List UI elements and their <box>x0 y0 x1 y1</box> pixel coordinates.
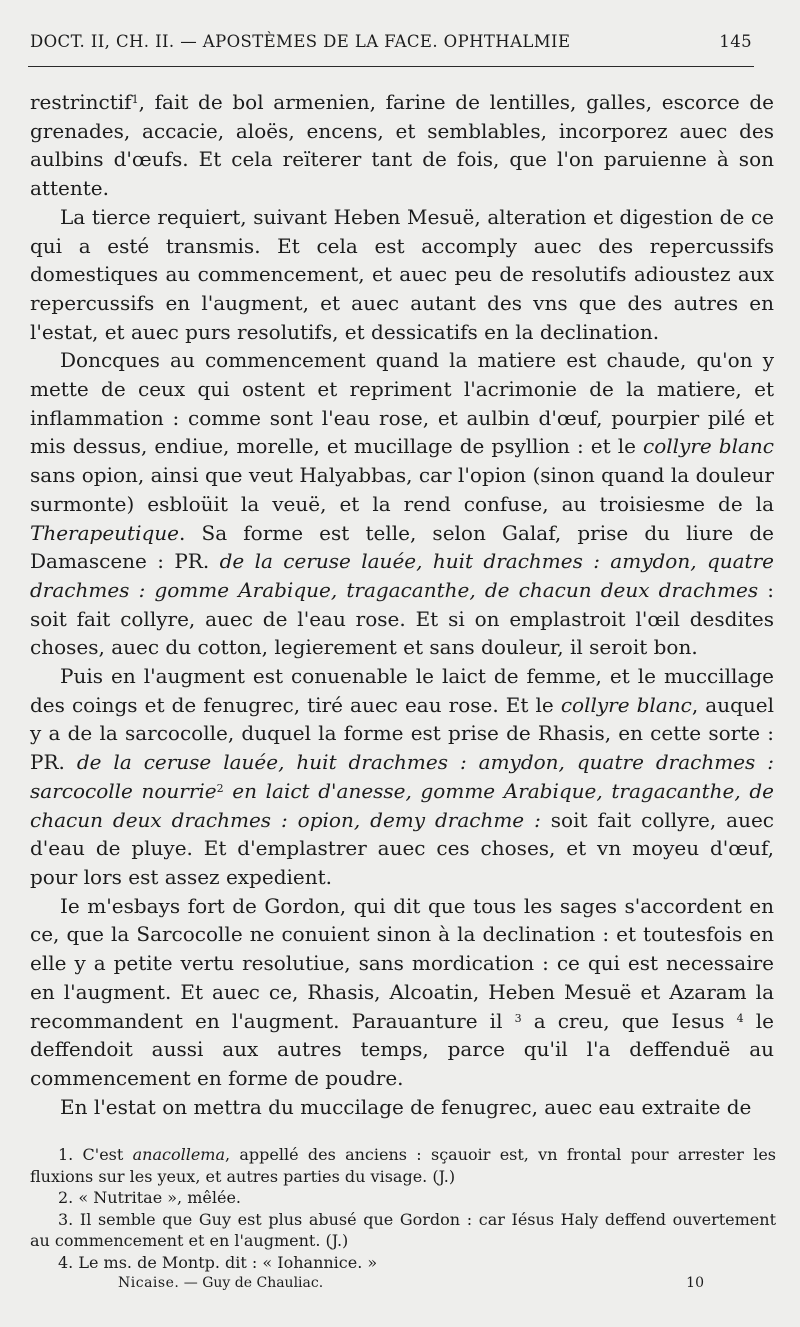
italic-run: collyre blanc <box>643 434 774 459</box>
italic-run: collyre blanc <box>560 692 692 717</box>
text-run: , auquel y a de la sarcocolle, duquel la forme est prise de Rhasis, en cette sorte : PR. <box>30 692 774 775</box>
text-run: Doncques au commencement quand la matiere est chaude, qu'on y mette de ceux qui ostent et repriment l'acrimonie de la matiere, et inflammation : comme sont l'eau rose, et aulbin d'œuf, pourpier pilé et mis dessus, endiue, morelle, et mucillage de psyllion : et le <box>30 348 774 459</box>
page-footer <box>118 1275 704 1291</box>
text-run: 1. C'est <box>58 1145 133 1164</box>
italic-run: en laict d'anesse, gomme Arabique, tragacanthe, de chacun deux drachmes : opion, demy drachme : <box>30 778 775 832</box>
footnote-1 <box>30 1144 776 1187</box>
paragraph-2: La tierce requiert, suivant Heben Mesuë, alteration et digestion de ce qui a esté transmis. Et cela est accomply auec des repercussifs domestiques au commencement, et auec peu de resolutifs adioustez aux repercussifs en l'augment, et auec autant des vns que des autres en l'estat, et auec purs resolutifs, et dessicatifs en la declination. <box>30 204 774 344</box>
paragraph-5 <box>30 892 774 1093</box>
text-run: Ie m'esbays fort de Gordon, qui dit que tous les sages s'accordent en ce, que la Sarcocolle ne conuient sinon à la declination : et toutesfois en elle y a petite vertu resolutiue, sans mordication : ce qui est necessaire en l'augment. Et auec ce, Rhasis, Alcoatin, Heben Mesuë et Azaram la recommandent en l'augment. Parauanture il <box>30 893 774 1033</box>
footer-credit <box>118 1275 323 1291</box>
footnote-ref-1: 1 <box>131 93 139 106</box>
paragraph-6: En l'estat on mettra du muccilage de fenugrec, auec eau extraite de <box>60 1094 752 1119</box>
footer-work: Guy de Chauliac. <box>202 1275 324 1291</box>
footnote-ref-2: 2 <box>216 781 224 795</box>
header-rule <box>28 66 754 67</box>
signature-mark: 10 <box>686 1275 704 1291</box>
footnote-ref-3: 3 <box>514 1011 522 1025</box>
paragraph-3 <box>30 346 774 662</box>
footnote-4: 4. Le ms. de Montp. dit : « Iohannice. » <box>58 1252 378 1272</box>
footer-dash: — <box>183 1275 198 1291</box>
running-title: DOCT. II, CH. II. — APOSTÈMES DE LA FACE. OPHTHALMIE <box>30 32 571 51</box>
text-run: restrinctif <box>30 90 132 114</box>
italic-run: de la ceruse lauée, huit drachmes : amydon, quatre drachmes : gomme Arabique, tragacanthe, de chacun deux drachmes <box>30 549 774 602</box>
main-text <box>30 88 774 1121</box>
footnote-3: 3. Il semble que Guy est plus abusé que Gordon : car Iésus Haly deffend ouvertement au commencement et en l'augment. (J.) <box>30 1209 776 1250</box>
footnote-2: 2. « Nutritae », mêlée. <box>58 1188 241 1207</box>
text-run: . Sa forme est telle, selon Galaf, prise du liure de Damascene : PR. <box>30 520 774 574</box>
text-run: : soit fait collyre, auec de l'eau rose. Et si on emplastroit l'œil desdites choses, auec du cotton, legierement et sans douleur, il seroit bon. <box>30 577 774 660</box>
text-run: a creu, que Iesus <box>521 1008 725 1033</box>
text-run: soit fait collyre, auec d'eau de pluye. Et d'emplastrer auec ces choses, et vn moyeu d'œuf, pour lors est assez expedient. <box>30 807 774 889</box>
paragraph-1 <box>30 88 774 203</box>
text-run: sans opion, ainsi que veut Halyabbas, car l'opion (sinon quand la douleur surmonte) esbloüit la veuë, et la rend confuse, au troisiesme de la <box>30 463 774 516</box>
text-run: , appellé des anciens : sçauoir est, vn frontal pour arrester les fluxions sur les yeux, et autres parties du visage. (J.) <box>30 1145 776 1186</box>
text-run: Puis en l'augment est conuenable le laict de femme, et le muccillage des coings et de fenugrec, tiré auec eau rose. Et le <box>30 664 774 717</box>
footnote-ref-4: 4 <box>736 1011 744 1025</box>
text-run: , fait de bol armenien, farine de lentilles, galles, escorce de grenades, accacie, aloës, encens, et semblables, incorporez auec des aulbins d'œufs. Et cela reïterer tant de fois, que l'on paruienne à son attente. <box>30 90 774 201</box>
footnotes <box>30 1144 776 1273</box>
page-number: 145 <box>719 32 752 51</box>
italic-run: de la ceruse lauée, huit drachmes : amydon, quatre drachmes : sarcocolle nourrie <box>30 750 774 803</box>
running-header <box>30 32 752 51</box>
footer-author: Nicaise. <box>118 1275 180 1291</box>
paragraph-4 <box>30 662 774 892</box>
text-run: le deffendoit aussi aux autres temps, parce qu'il l'a deffenduë au commencement en forme de poudre. <box>30 1008 775 1090</box>
italic-run: anacollema <box>132 1145 225 1164</box>
italic-run: Therapeutique <box>30 520 180 545</box>
